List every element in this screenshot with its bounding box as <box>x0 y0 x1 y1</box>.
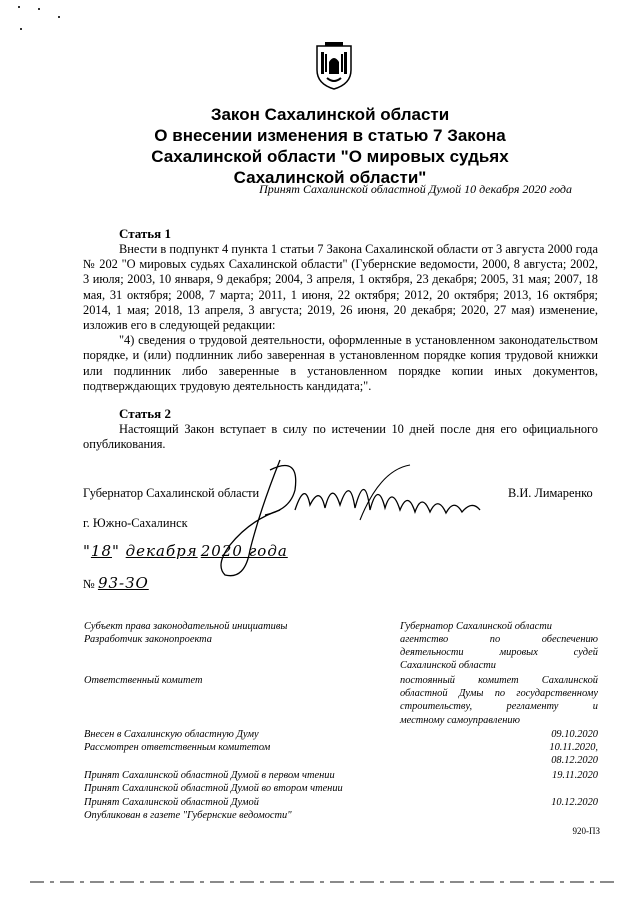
developer-value <box>400 633 598 673</box>
scan-speck <box>38 8 40 10</box>
committee-line: строительству, регламенту и <box>400 701 598 713</box>
signing-date: "18" декабря 2020 года <box>83 542 288 560</box>
number-label: № <box>83 577 95 591</box>
first-reading-label: Принят Сахалинской областной Думой в первом чтении <box>84 770 335 781</box>
article-2-title: Статья 2 <box>119 406 171 421</box>
scan-speck <box>20 28 22 30</box>
signatory-position: Губернатор Сахалинской области <box>83 486 260 500</box>
committee-label: Ответственный комитет <box>84 675 203 686</box>
city: г. Южно-Сахалинск <box>83 516 188 530</box>
subject-label: Субъект права законодательной инициативы <box>84 621 288 632</box>
developer-line: деятельности мировых судей <box>400 647 598 659</box>
title-line: Закон Сахалинской области <box>210 105 450 124</box>
date-day: 18 <box>90 542 112 560</box>
first-reading-date: 19.11.2020 <box>552 770 598 781</box>
date-year: 2020 года <box>200 542 288 560</box>
introduced-date: 09.10.2020 <box>551 729 598 740</box>
introduced-label: Внесен в Сахалинскую областную Думу <box>84 729 259 740</box>
reviewed-date <box>400 741 598 767</box>
adopted-label: Принят Сахалинской областной Думой <box>84 797 259 808</box>
developer-line: агентство по обеспечению <box>400 634 598 645</box>
scan-speck <box>58 16 60 18</box>
subject-value: Губернатор Сахалинской области <box>400 621 552 632</box>
adopted-date: 10.12.2020 <box>551 797 598 808</box>
developer-line: Сахалинской области <box>400 660 497 672</box>
law-number <box>83 574 149 592</box>
committee-line: областной Думы по государственному <box>400 688 598 700</box>
article-1-quote: "4) сведения о трудовой деятельности, оформленные в установленном законодательством порядке, и (или) подлинник либо заверенная в установленном порядке копия трудовой книжки или подлинник либо заверенные в установленном порядке копии иных документов, подтверждающих трудовую деятельность кандидата;". <box>83 333 598 393</box>
article-2-body <box>83 422 598 452</box>
article-1-body <box>83 242 598 394</box>
coat-of-arms-emblem <box>315 40 353 90</box>
second-reading-label: Принят Сахалинской областной Думой во втором чтении <box>84 783 343 794</box>
reviewed-date-1: 10.11.2020, <box>549 742 598 753</box>
title-line: О внесении изменения в статью 7 Закона <box>154 126 506 145</box>
title-line: Сахалинской области" <box>233 168 427 187</box>
committee-value <box>400 674 598 727</box>
reviewed-date-2: 08.12.2020 <box>551 755 598 767</box>
law-title <box>60 104 600 188</box>
scan-edge-artifact <box>30 880 620 884</box>
handwritten-signature <box>210 450 490 600</box>
article-1-text: Внести в подпункт 4 пункта 1 статьи 7 Закона Сахалинской области от 3 августа 2000 года № 202 "О мировых судьях Сахалинской области" (Губернские ведомости, 2000, 8 августа; 2002, 3 июля; 2003, 10 января, 9 декабря; 2004, 3 апреля, 1 октября, 23 декабря; 2005, 31 мая; 2007, 18 мая, 31 октября; 2008, 7 марта; 2011, 1 июня, 22 октября; 2012, 20 октября; 2013, 16 октября; 2014, 1 мая; 2018, 13 апреля, 3 августа; 2019, 26 июня, 20 декабря; 2020, 27 мая) изменение, изложив его в следующей редакции: <box>83 242 598 333</box>
document-code: 920-ПЗ <box>572 826 600 836</box>
scan-speck <box>18 6 20 8</box>
committee-line: постоянный комитет Сахалинской <box>400 675 598 686</box>
article-2-text: Настоящий Закон вступает в силу по истечении 10 дней после дня его официального опубликования. <box>83 422 598 452</box>
reviewed-label: Рассмотрен ответственным комитетом <box>84 742 271 753</box>
committee-line: местному самоуправлению <box>400 714 520 726</box>
article-1-title: Статья 1 <box>119 226 171 241</box>
adopted-note: Принят Сахалинской областной Думой 10 декабря 2020 года <box>259 182 572 196</box>
number-value: 93-ЗО <box>97 574 149 592</box>
published-label: Опубликован в газете "Губернские ведомости" <box>84 810 292 821</box>
signatory-name: В.И. Лимаренко <box>508 486 593 500</box>
title-line: Сахалинской области "О мировых судьях <box>151 147 509 166</box>
date-month: декабря <box>125 542 198 560</box>
developer-label: Разработчик законопроекта <box>84 634 212 645</box>
